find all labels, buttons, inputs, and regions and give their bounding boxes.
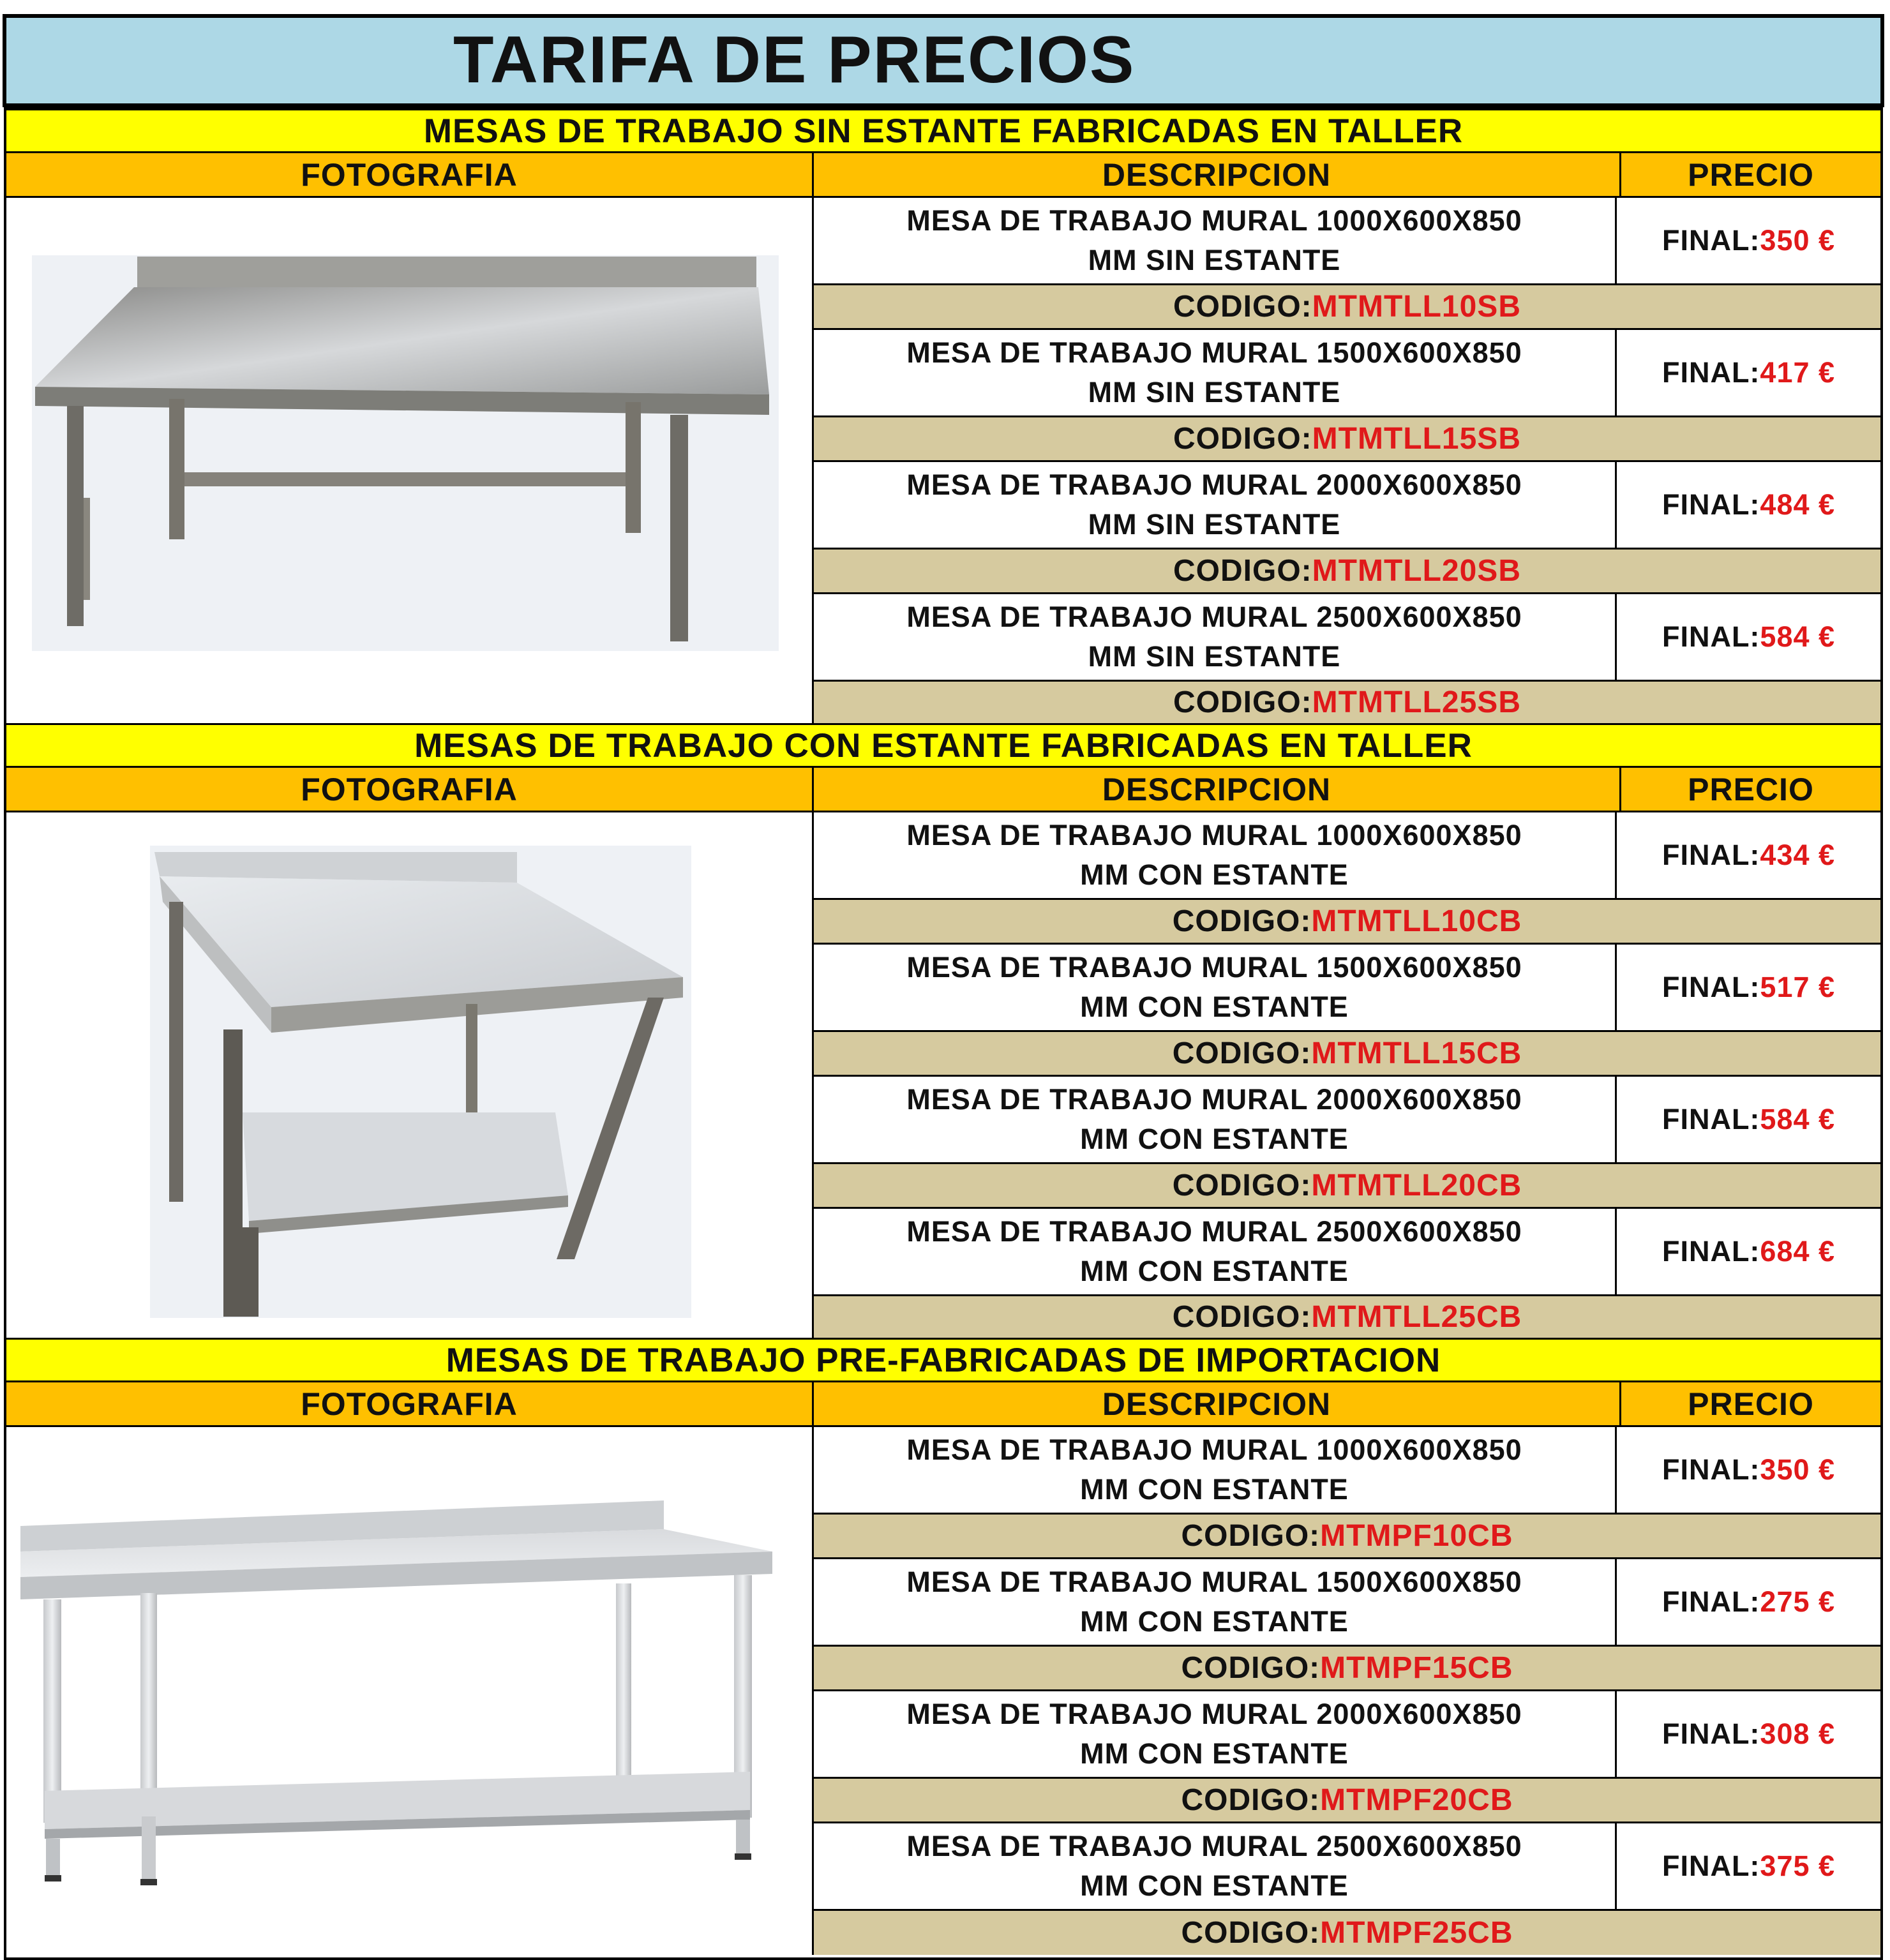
price-value: 308 € [1760, 1717, 1836, 1750]
header-description: DESCRIPCION [1102, 156, 1331, 193]
description-cell [812, 812, 1615, 900]
photo-cell-1 [6, 198, 812, 721]
price-label: FINAL: [1661, 971, 1760, 1003]
price-label: FINAL: [1661, 1850, 1760, 1882]
code-cell [812, 550, 1880, 594]
description-cell [812, 462, 1615, 550]
price-value: 517 € [1760, 971, 1836, 1003]
code-value: MTMTLL15SB [1312, 422, 1521, 456]
header-description: DESCRIPCION [1102, 1386, 1331, 1422]
price-value: 350 € [1760, 224, 1836, 257]
description-line-2: MM CON ESTANTE [1080, 1473, 1349, 1506]
price-cell [1615, 812, 1880, 900]
price-value: 417 € [1760, 356, 1836, 389]
code-label: CODIGO: [1173, 422, 1312, 456]
description-line-2: MM SIN ESTANTE [1088, 376, 1341, 408]
price-value: 350 € [1760, 1453, 1836, 1486]
price-value: 375 € [1760, 1850, 1836, 1882]
price-label: FINAL: [1661, 1453, 1760, 1486]
header-row-2 [6, 768, 1880, 812]
price-value: 584 € [1760, 620, 1836, 653]
section-title-1: MESAS DE TRABAJO SIN ESTANTE FABRICADAS EN TALLER [6, 108, 1880, 153]
price-cell [1615, 1559, 1880, 1647]
price-value: 584 € [1760, 1103, 1836, 1135]
code-cell [812, 1164, 1880, 1209]
price-cell [1615, 594, 1880, 682]
code-value: MTMTLL15CB [1311, 1036, 1522, 1070]
description-cell [812, 1427, 1615, 1515]
code-value: MTMPF20CB [1320, 1783, 1513, 1817]
code-cell [812, 1647, 1880, 1691]
code-label: CODIGO: [1172, 1300, 1312, 1334]
header-photo: FOTOGRAFIA [301, 156, 518, 193]
header-photo: FOTOGRAFIA [301, 1386, 518, 1422]
description-cell [812, 594, 1615, 682]
code-cell [812, 1296, 1880, 1338]
code-label: CODIGO: [1172, 904, 1312, 938]
code-label: CODIGO: [1172, 1036, 1312, 1070]
code-label: CODIGO: [1172, 1169, 1312, 1202]
code-label: CODIGO: [1181, 1916, 1321, 1950]
price-value: 684 € [1760, 1235, 1836, 1268]
description-line-2: MM CON ESTANTE [1080, 991, 1349, 1023]
description-line-2: MM CON ESTANTE [1080, 1869, 1349, 1902]
page-title: TARIFA DE PRECIOS [453, 23, 1136, 97]
description-line-1: MESA DE TRABAJO MURAL 2000X600X850 [906, 1083, 1522, 1116]
price-cell [1615, 945, 1880, 1032]
photo-cell-3 [6, 1427, 812, 1954]
code-cell [812, 900, 1880, 945]
description-line-2: MM SIN ESTANTE [1088, 508, 1341, 541]
header-price: PRECIO [1688, 156, 1814, 193]
description-line-2: MM CON ESTANTE [1080, 1737, 1349, 1770]
price-label: FINAL: [1661, 356, 1760, 389]
price-label: FINAL: [1661, 1235, 1760, 1268]
price-cell [1615, 1209, 1880, 1296]
description-line-1: MESA DE TRABAJO MURAL 2500X600X850 [906, 1215, 1522, 1248]
code-label: CODIGO: [1173, 290, 1312, 324]
description-line-1: MESA DE TRABAJO MURAL 2000X600X850 [906, 1698, 1522, 1730]
code-label: CODIGO: [1181, 1519, 1321, 1553]
code-label: CODIGO: [1181, 1651, 1321, 1685]
description-line-1: MESA DE TRABAJO MURAL 1500X600X850 [906, 336, 1522, 369]
header-price: PRECIO [1688, 1386, 1814, 1422]
section-title-2: MESAS DE TRABAJO CON ESTANTE FABRICADAS EN TALLER [6, 723, 1880, 768]
description-line-2: MM CON ESTANTE [1080, 1123, 1349, 1155]
description-line-1: MESA DE TRABAJO MURAL 1000X600X850 [906, 1433, 1522, 1466]
code-value: MTMPF10CB [1320, 1519, 1513, 1553]
price-cell [1615, 1077, 1880, 1164]
price-value: 434 € [1760, 839, 1836, 871]
code-value: MTMTLL25SB [1312, 685, 1521, 719]
price-cell [1615, 1691, 1880, 1779]
description-cell [812, 1559, 1615, 1647]
header-row-1 [6, 153, 1880, 198]
code-value: MTMPF25CB [1320, 1916, 1513, 1950]
description-line-2: MM CON ESTANTE [1080, 858, 1349, 891]
description-cell [812, 1823, 1615, 1911]
backsplash-table-with-shelf-icon [6, 812, 812, 1336]
code-value: MTMTLL20CB [1311, 1169, 1522, 1202]
code-label: CODIGO: [1181, 1783, 1321, 1817]
prefabricated-table-with-shelf-icon [6, 1427, 812, 1954]
code-value: MTMPF15CB [1320, 1651, 1513, 1685]
description-line-1: MESA DE TRABAJO MURAL 2500X600X850 [906, 1830, 1522, 1862]
price-label: FINAL: [1661, 839, 1760, 871]
description-line-2: MM CON ESTANTE [1080, 1255, 1349, 1287]
header-price: PRECIO [1688, 771, 1814, 807]
description-line-1: MESA DE TRABAJO MURAL 1000X600X850 [906, 819, 1522, 851]
code-label: CODIGO: [1173, 685, 1312, 719]
description-line-2: MM CON ESTANTE [1080, 1605, 1349, 1638]
price-cell [1615, 462, 1880, 550]
description-line-2: MM SIN ESTANTE [1088, 244, 1341, 276]
price-value: 275 € [1760, 1585, 1836, 1618]
price-label: FINAL: [1661, 1585, 1760, 1618]
title-bar [3, 14, 1884, 107]
description-cell [812, 1077, 1615, 1164]
code-cell [812, 1515, 1880, 1559]
description-line-1: MESA DE TRABAJO MURAL 1500X600X850 [906, 1566, 1522, 1598]
description-cell [812, 330, 1615, 417]
header-row-3 [6, 1382, 1880, 1427]
header-description: DESCRIPCION [1102, 771, 1331, 807]
price-value: 484 € [1760, 488, 1836, 521]
code-value: MTMTLL25CB [1311, 1300, 1522, 1334]
description-cell [812, 1209, 1615, 1296]
description-line-1: MESA DE TRABAJO MURAL 2500X600X850 [906, 601, 1522, 633]
price-label: FINAL: [1661, 488, 1760, 521]
photo-cell-2 [6, 812, 812, 1336]
code-cell [812, 1911, 1880, 1955]
description-cell [812, 198, 1615, 285]
section-title-3: MESAS DE TRABAJO PRE-FABRICADAS DE IMPORTACION [6, 1338, 1880, 1382]
code-value: MTMTLL10CB [1311, 904, 1522, 938]
header-photo: FOTOGRAFIA [301, 771, 518, 807]
code-cell [812, 1779, 1880, 1823]
code-label: CODIGO: [1173, 554, 1312, 588]
code-cell [812, 682, 1880, 723]
price-cell [1615, 1823, 1880, 1911]
price-label: FINAL: [1661, 224, 1760, 257]
description-line-1: MESA DE TRABAJO MURAL 1500X600X850 [906, 951, 1522, 984]
price-cell [1615, 330, 1880, 417]
description-line-1: MESA DE TRABAJO MURAL 1000X600X850 [906, 204, 1522, 237]
description-cell [812, 1691, 1615, 1779]
description-line-2: MM SIN ESTANTE [1088, 640, 1341, 673]
code-cell [812, 1032, 1880, 1077]
code-cell [812, 417, 1880, 462]
backsplash-table-no-shelf-icon [6, 198, 812, 721]
price-label: FINAL: [1661, 1103, 1760, 1135]
description-line-1: MESA DE TRABAJO MURAL 2000X600X850 [906, 468, 1522, 501]
price-label: FINAL: [1661, 1717, 1760, 1750]
code-value: MTMTLL20SB [1312, 554, 1521, 588]
description-cell [812, 945, 1615, 1032]
price-cell [1615, 198, 1880, 285]
price-label: FINAL: [1661, 620, 1760, 653]
code-cell [812, 285, 1880, 330]
price-cell [1615, 1427, 1880, 1515]
code-value: MTMTLL10SB [1312, 290, 1521, 324]
